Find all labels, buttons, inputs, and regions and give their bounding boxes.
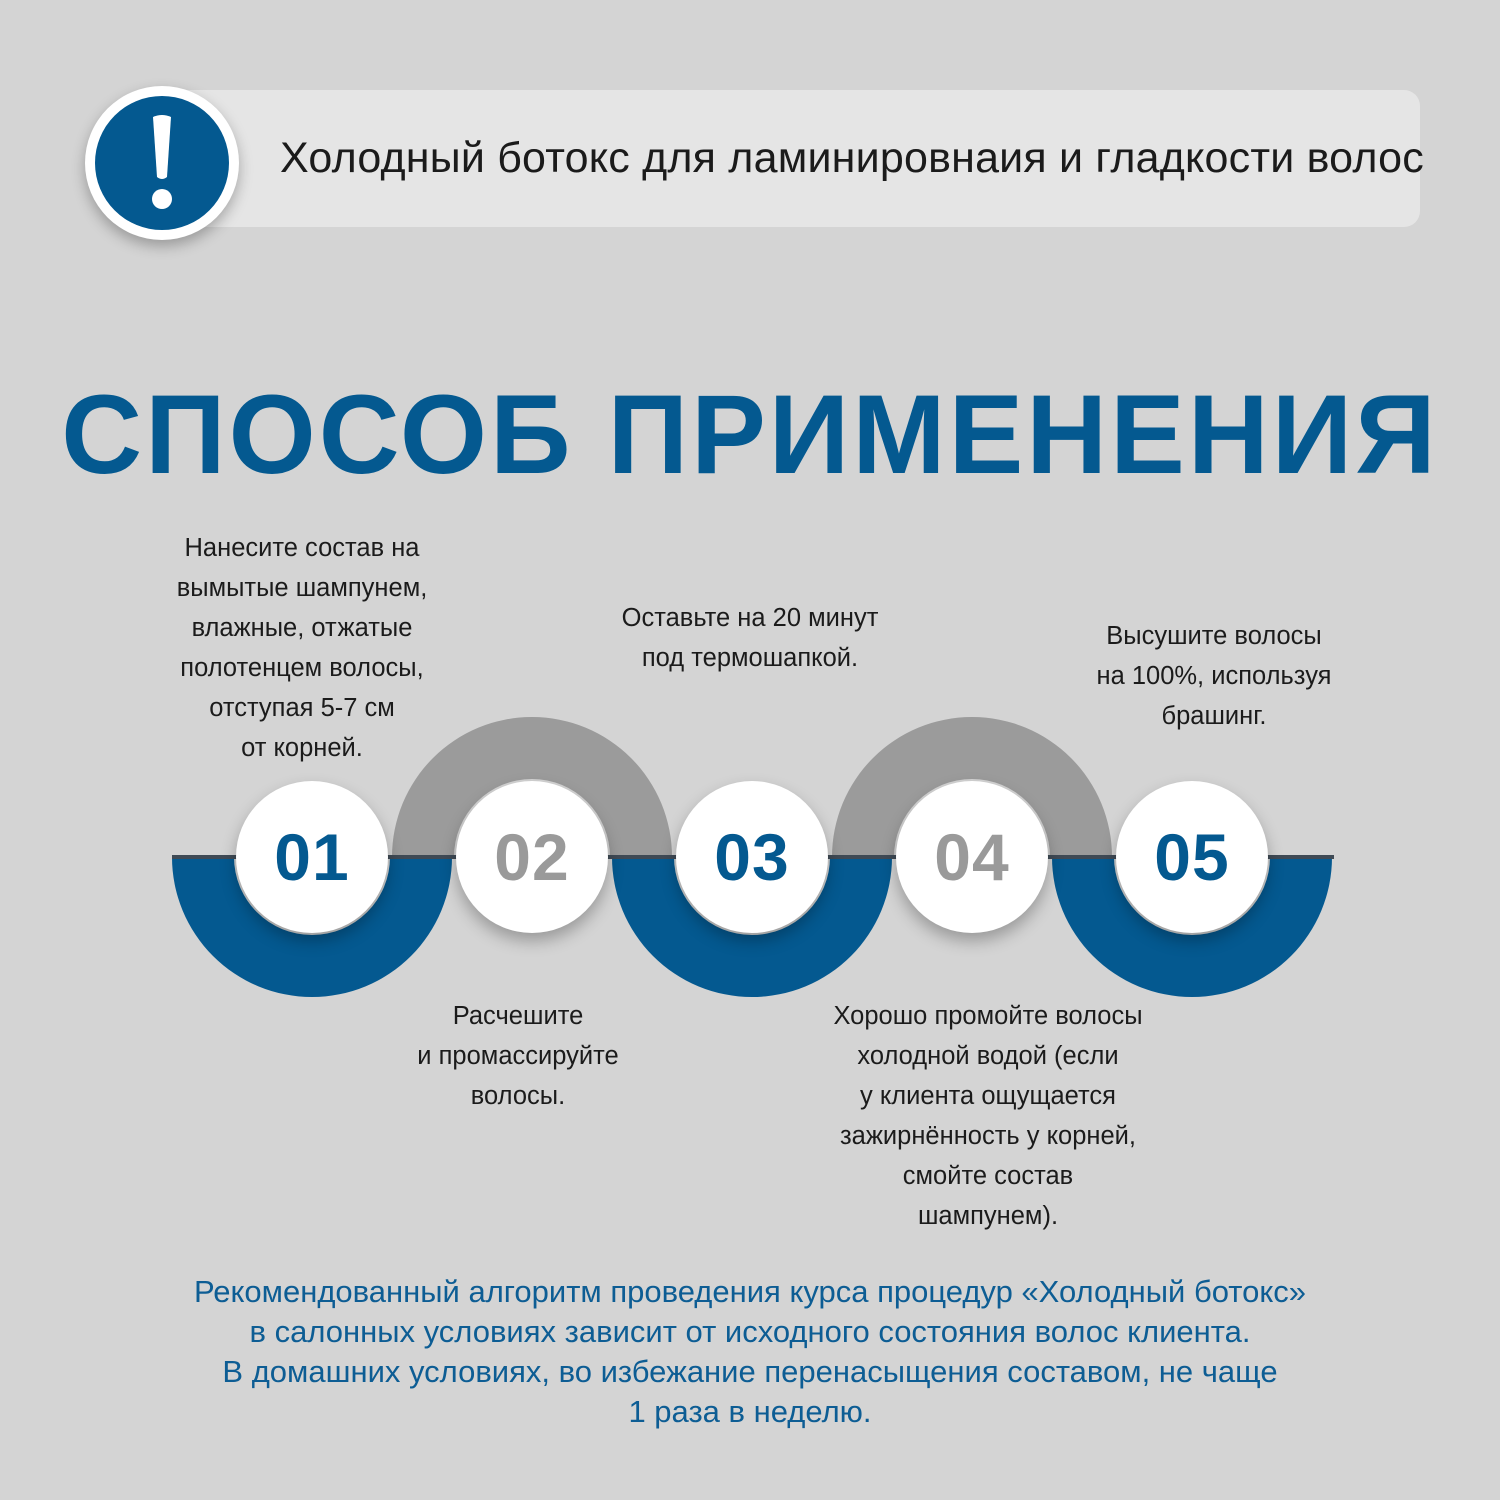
step-5-circle: 05 (1116, 781, 1268, 933)
step-1-text: Нанесите состав на вымытые шампунем, влажные, отжатые полотенцем волосы, отступая 5-7 см от корней. (176, 534, 428, 762)
step-3-text: Оставьте на 20 минут под термошапкой. (621, 604, 879, 672)
step-3-circle: 03 (676, 781, 828, 933)
step-2-circle: 02 (456, 781, 608, 933)
step-1-circle: 01 (236, 781, 388, 933)
step-2-text: Расчешите и промассируйте волосы. (417, 1002, 619, 1110)
footer-note: Рекомендованный алгоритм проведения курса процедур «Холодный ботокс» в салонных условиях зависит от исходного состояния волос клиента. В домашних условиях, во избежание перенасыщения составом, не чаще 1 раза в неделю. (193, 1274, 1307, 1429)
step-5-text: Высушите волосы на 100%, используя брашинг. (1096, 622, 1332, 730)
page-title: СПОСОБ ПРИМЕНЕНИЯ (61, 372, 1439, 497)
step-4-circle: 04 (896, 781, 1048, 933)
step-4-text: Хорошо промойте волосы холодной водой (если у клиента ощущается зажирнённость у корней, смойте состав шампунем). (833, 1002, 1143, 1230)
banner-title: Холодный ботокс для ламинировнаия и гладкости волос (280, 134, 1424, 182)
